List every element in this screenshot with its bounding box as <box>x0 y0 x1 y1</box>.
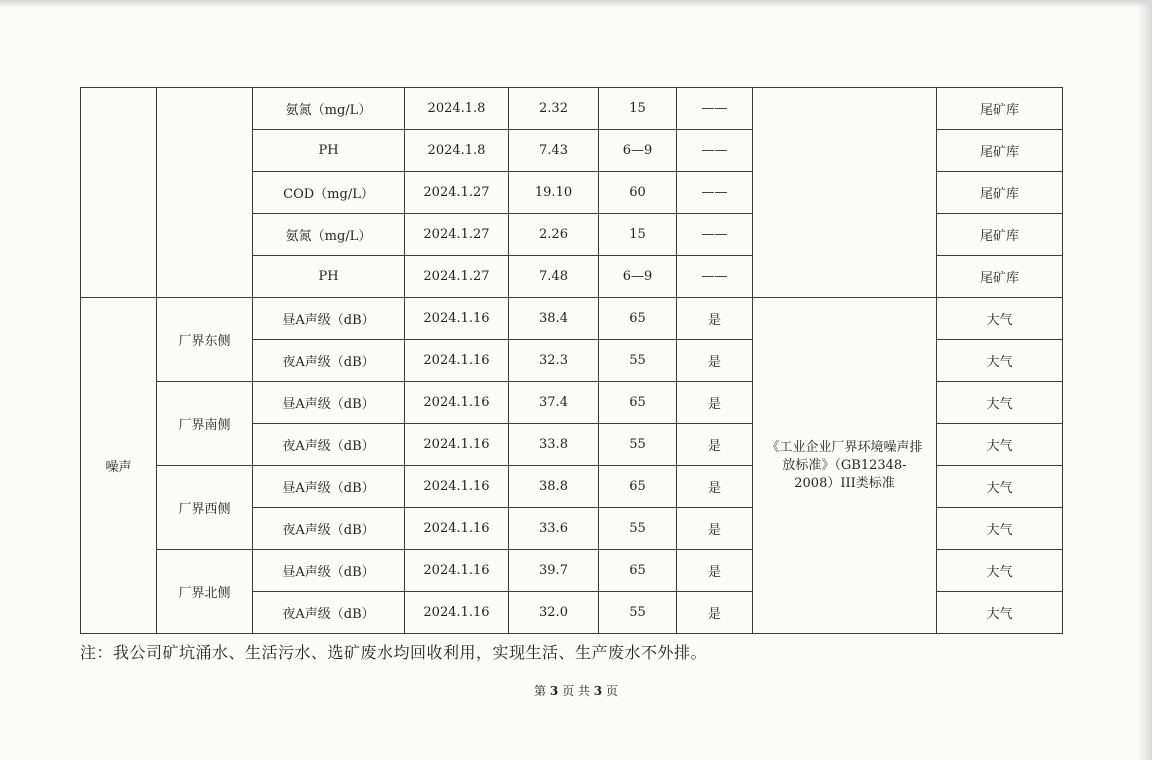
cell-direction: 尾矿库 <box>937 88 1063 130</box>
cell-direction: 大气 <box>937 550 1063 592</box>
cell-date: 2024.1.16 <box>405 424 509 466</box>
cell-item: 夜A声级（dB） <box>253 340 405 382</box>
cell-item: 氨氮（mg/L） <box>253 88 405 130</box>
cell-limit: 55 <box>599 424 677 466</box>
footer-page-number: 3 <box>549 684 559 698</box>
cell-compliant: —— <box>677 88 753 130</box>
scan-top-edge <box>0 0 1152 8</box>
cell-direction: 尾矿库 <box>937 214 1063 256</box>
cell-direction: 尾矿库 <box>937 172 1063 214</box>
cell-value: 33.8 <box>509 424 599 466</box>
cell-compliant: 是 <box>677 466 753 508</box>
location-cell: 厂界南侧 <box>157 382 253 466</box>
table-body <box>81 88 1063 634</box>
cell-value: 2.32 <box>509 88 599 130</box>
cell-date: 2024.1.16 <box>405 508 509 550</box>
scan-right-edge <box>1138 0 1152 760</box>
cell-direction: 大气 <box>937 424 1063 466</box>
cell-item: 昼A声级（dB） <box>253 466 405 508</box>
cell-direction: 大气 <box>937 340 1063 382</box>
cell-limit: 6—9 <box>599 256 677 298</box>
page-footer <box>0 682 1152 699</box>
cell-item: 昼A声级（dB） <box>253 550 405 592</box>
cell-compliant: 是 <box>677 508 753 550</box>
cell-value: 32.0 <box>509 592 599 634</box>
cell-compliant: 是 <box>677 550 753 592</box>
noise-category-cell: 噪声 <box>81 298 157 634</box>
cell-limit: 55 <box>599 340 677 382</box>
cell-date: 2024.1.16 <box>405 382 509 424</box>
cell-date: 2024.1.8 <box>405 130 509 172</box>
noise-standard-cell: 《工业企业厂界环境噪声排放标准》（GB12348-2008）III类标准 <box>753 298 937 634</box>
cell-direction: 大气 <box>937 592 1063 634</box>
cell-date: 2024.1.27 <box>405 214 509 256</box>
cell-value: 33.6 <box>509 508 599 550</box>
cell-direction: 大气 <box>937 298 1063 340</box>
cell-limit: 60 <box>599 172 677 214</box>
cell-date: 2024.1.16 <box>405 592 509 634</box>
monitoring-table <box>80 87 1063 634</box>
cell-compliant: —— <box>677 130 753 172</box>
cell-item: 夜A声级（dB） <box>253 424 405 466</box>
cell-item: 昼A声级（dB） <box>253 298 405 340</box>
cell-item: COD（mg/L） <box>253 172 405 214</box>
cell-value: 39.7 <box>509 550 599 592</box>
cell-date: 2024.1.27 <box>405 172 509 214</box>
footnote: 注：我公司矿坑涌水、生活污水、选矿废水均回收利用，实现生活、生产废水不外排。 <box>80 643 708 662</box>
footer-total-pages: 3 <box>593 684 603 698</box>
cell-limit: 65 <box>599 466 677 508</box>
cell-item: 昼A声级（dB） <box>253 382 405 424</box>
cell-compliant: —— <box>677 172 753 214</box>
cell-value: 19.10 <box>509 172 599 214</box>
cell-limit: 65 <box>599 550 677 592</box>
cell-compliant: 是 <box>677 424 753 466</box>
cell-value: 38.4 <box>509 298 599 340</box>
cell-item: PH <box>253 130 405 172</box>
footer-prefix: 第 <box>534 684 547 698</box>
cell-direction: 尾矿库 <box>937 130 1063 172</box>
cell-date: 2024.1.16 <box>405 550 509 592</box>
cell-limit: 55 <box>599 508 677 550</box>
cell-value: 38.8 <box>509 466 599 508</box>
cell-direction: 大气 <box>937 382 1063 424</box>
cell-direction: 大气 <box>937 508 1063 550</box>
location-cell: 厂界东侧 <box>157 298 253 382</box>
cell-limit: 15 <box>599 88 677 130</box>
cell-limit: 65 <box>599 382 677 424</box>
cell-value: 7.43 <box>509 130 599 172</box>
cell-date: 2024.1.16 <box>405 340 509 382</box>
cell-compliant: 是 <box>677 340 753 382</box>
cell-date: 2024.1.16 <box>405 466 509 508</box>
table-row <box>81 298 1063 340</box>
cell-item: 夜A声级（dB） <box>253 592 405 634</box>
cell-value: 7.48 <box>509 256 599 298</box>
cell-compliant: —— <box>677 256 753 298</box>
footer-suffix: 页 <box>605 684 618 698</box>
cell-limit: 65 <box>599 298 677 340</box>
cell-limit: 55 <box>599 592 677 634</box>
table-row <box>81 88 1063 130</box>
cell-compliant: 是 <box>677 298 753 340</box>
footer-middle: 页 共 <box>562 684 590 698</box>
cell-date: 2024.1.16 <box>405 298 509 340</box>
standard-cell-continued <box>753 88 937 298</box>
cell-compliant: —— <box>677 214 753 256</box>
cell-limit: 6—9 <box>599 130 677 172</box>
cell-value: 37.4 <box>509 382 599 424</box>
cell-value: 32.3 <box>509 340 599 382</box>
cell-direction: 尾矿库 <box>937 256 1063 298</box>
cell-direction: 大气 <box>937 466 1063 508</box>
cell-item: 夜A声级（dB） <box>253 508 405 550</box>
cell-compliant: 是 <box>677 382 753 424</box>
cell-item: 氨氮（mg/L） <box>253 214 405 256</box>
cell-item: PH <box>253 256 405 298</box>
cell-limit: 15 <box>599 214 677 256</box>
cell-compliant: 是 <box>677 592 753 634</box>
location-cell-continued <box>157 88 253 298</box>
cell-date: 2024.1.27 <box>405 256 509 298</box>
cell-date: 2024.1.8 <box>405 88 509 130</box>
location-cell: 厂界西侧 <box>157 466 253 550</box>
location-cell: 厂界北侧 <box>157 550 253 634</box>
cell-value: 2.26 <box>509 214 599 256</box>
category-cell-continued <box>81 88 157 298</box>
